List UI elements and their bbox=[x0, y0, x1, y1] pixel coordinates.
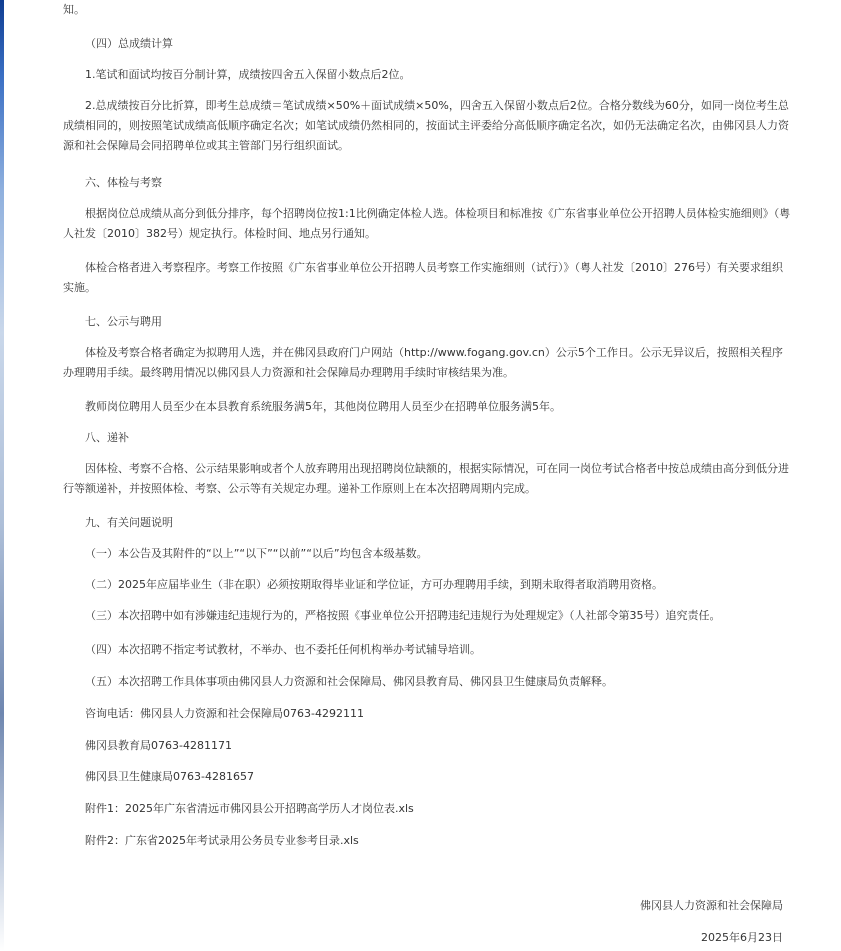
contact-health: 佛冈县卫生健康局0763-4281657 bbox=[85, 770, 254, 783]
section-heading-physical-exam: 六、体检与考察 bbox=[85, 176, 162, 189]
section-heading-publicity: 七、公示与聘用 bbox=[85, 315, 162, 328]
section-heading-replacement: 八、递补 bbox=[85, 431, 129, 444]
paragraph-fragment: 知。 bbox=[63, 3, 85, 16]
note-item-2: （二）2025年应届毕业生（非在职）必须按期取得毕业证和学位证，方可办理聘用手续，到期未取得者取消聘用资格。 bbox=[85, 578, 663, 591]
attachment-2-link[interactable]: 附件2：广东省2025年考试录用公务员专业参考目录.xls bbox=[85, 834, 359, 847]
paragraph-total-score-1: 1.笔试和面试均按百分制计算，成绩按四舍五入保留小数点后2位。 bbox=[85, 68, 411, 81]
paragraph-publicity-1: 体检及考察合格者确定为拟聘用人选，并在佛冈县政府门户网站（http://www.fogang.gov.cn）公示5个工作日。公示无异议后，按照相关程序办理聘用手续。最终聘用情况以佛冈县人力资源和社会保障局办理聘用手续时审核结果为准。 bbox=[63, 346, 783, 379]
attachment-2 bbox=[85, 831, 785, 851]
signature-date: 2025年6月23日 bbox=[701, 931, 783, 944]
section-heading-total-score: （四）总成绩计算 bbox=[85, 37, 173, 50]
note-item-1: （一）本公告及其附件的“以上”“以下”“以前”“以后”均包含本级基数。 bbox=[85, 547, 428, 560]
contact-hrss: 咨询电话：佛冈县人力资源和社会保障局0763-4292111 bbox=[85, 707, 364, 720]
section-heading-notes: 九、有关问题说明 bbox=[85, 516, 173, 529]
attachment-1-link[interactable]: 附件1：2025年广东省清远市佛冈县公开招聘高学历人才岗位表.xls bbox=[85, 802, 414, 815]
attachment-1 bbox=[85, 799, 785, 819]
paragraph-total-score-2: 2.总成绩按百分比折算，即考生总成绩＝笔试成绩×50%＋面试成绩×50%，四舍五入保留小数点后2位。合格分数线为60分，如同一岗位考生总成绩相同的，则按照笔试成绩高低顺序确定名次；如笔试成绩仍然相同的，按面试主评委给分高低顺序确定名次，如仍无法确定名次，由佛冈县人力资源和社会保障局会同招聘单位或其主管部门另行组织面试。 bbox=[63, 99, 789, 152]
note-item-5: （五）本次招聘工作具体事项由佛冈县人力资源和社会保障局、佛冈县教育局、佛冈县卫生健康局负责解释。 bbox=[85, 675, 613, 688]
contact-education: 佛冈县教育局0763-4281171 bbox=[85, 739, 232, 752]
paragraph-publicity-2: 教师岗位聘用人员至少在本县教育系统服务满5年，其他岗位聘用人员至少在招聘单位服务满5年。 bbox=[85, 400, 561, 413]
paragraph-physical-exam-1: 根据岗位总成绩从高分到低分排序，每个招聘岗位按1:1比例确定体检人选。体检项目和标准按《广东省事业单位公开招聘人员体检实施细则》（粤人社发〔2010〕382号）规定执行。体检时间、地点另行通知。 bbox=[63, 207, 791, 240]
paragraph-physical-exam-2: 体检合格者进入考察程序。考察工作按照《广东省事业单位公开招聘人员考察工作实施细则（试行）》（粤人社发〔2010〕276号）有关要求组织实施。 bbox=[63, 261, 783, 294]
note-item-4: （四）本次招聘不指定考试教材，不举办、也不委托任何机构举办考试辅导培训。 bbox=[85, 643, 481, 656]
signature-organization: 佛冈县人力资源和社会保障局 bbox=[640, 899, 783, 912]
note-item-3: （三）本次招聘中如有涉嫌违纪违规行为的，严格按照《事业单位公开招聘违纪违规行为处理规定》（人社部令第35号）追究责任。 bbox=[85, 609, 721, 622]
paragraph-replacement-1: 因体检、考察不合格、公示结果影响或者个人放弃聘用出现招聘岗位缺额的，根据实际情况，可在同一岗位考试合格者中按总成绩由高分到低分进行等额递补，并按照体检、考察、公示等有关规定办理。递补工作原则上在本次招聘周期内完成。 bbox=[63, 462, 789, 495]
